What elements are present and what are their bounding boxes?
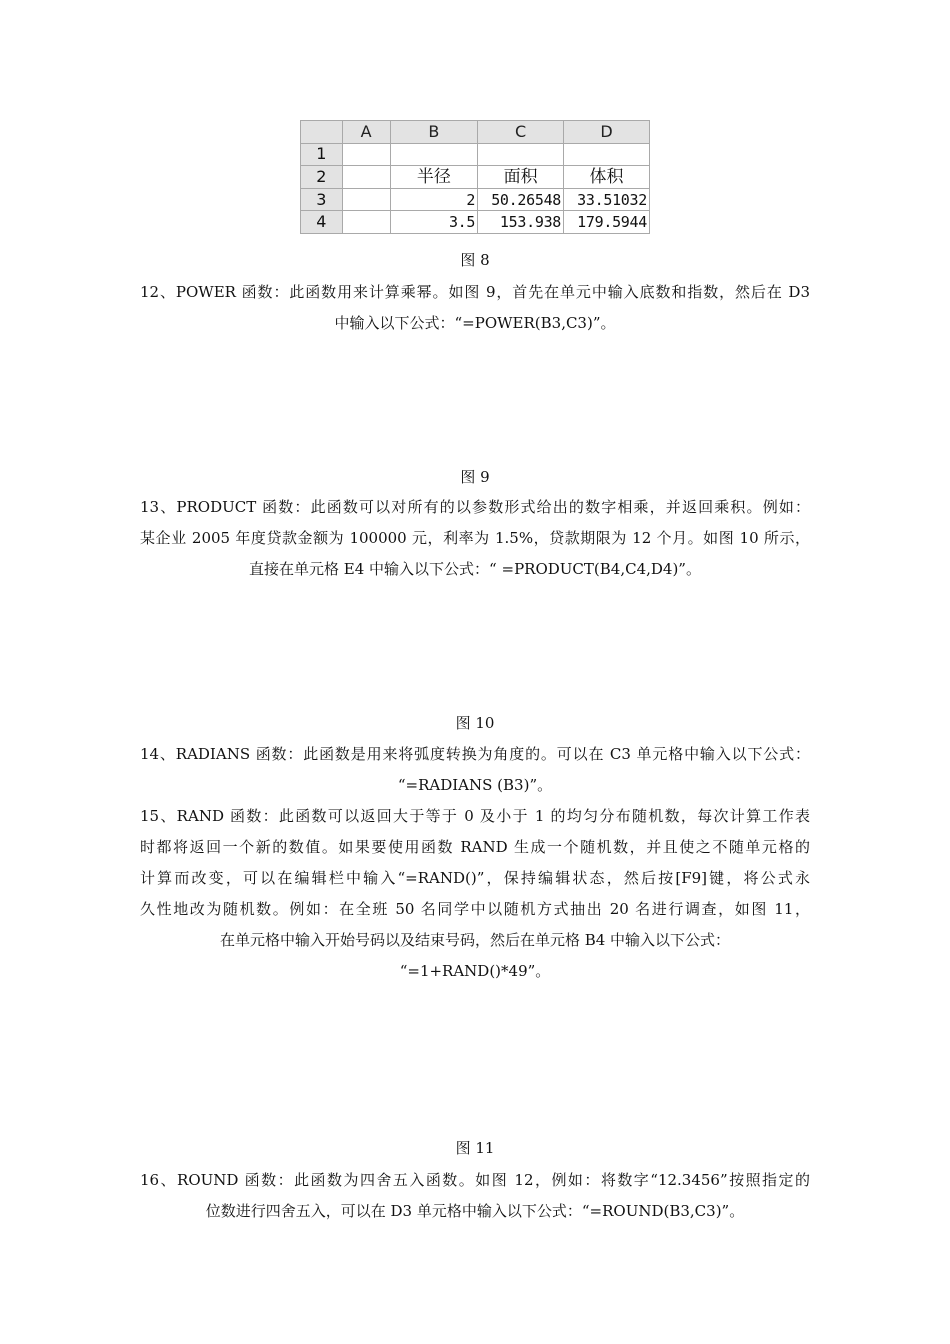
cell-c3: 50.26548 — [478, 188, 564, 211]
cell-d2: 体积 — [564, 166, 650, 189]
paragraph-rand-line-4: 久性地改为随机数。例如：在全班 50 名同学中以随机方式抽出 20 名进行调查，如图 11， — [140, 900, 810, 918]
cell-d4: 179.5944 — [564, 211, 650, 234]
cell-b1 — [390, 143, 478, 166]
cell-a4 — [342, 211, 390, 234]
cell-c4: 153.938 — [478, 211, 564, 234]
paragraph-product-line-3: 直接在单元格 E4 中输入以下公式：“ =PRODUCT(B4,C4,D4)”。 — [249, 560, 701, 578]
paragraph-power-line-1: 12、POWER 函数：此函数用来计算乘幂。如图 9，首先在单元中输入底数和指数，然后在 D3 — [140, 283, 810, 301]
table-row — [301, 211, 650, 234]
cell-a2 — [342, 166, 390, 189]
paragraph-power-line-2: 中输入以下公式：“=POWER(B3,C3)”。 — [334, 314, 616, 332]
cell-b2: 半径 — [390, 166, 478, 189]
cell-d3: 33.51032 — [564, 188, 650, 211]
figure-caption-9: 图 9 — [460, 468, 490, 486]
paragraph-radians-line-1: 14、RADIANS 函数：此函数是用来将弧度转换为角度的。可以在 C3 单元格中输入以下公式： — [140, 745, 810, 763]
row-header: 1 — [301, 143, 343, 166]
spreadsheet-figure-8 — [300, 120, 650, 234]
paragraph-round-line-2: 位数进行四舍五入，可以在 D3 单元格中输入以下公式：“=ROUND(B3,C3)”。 — [205, 1202, 745, 1220]
column-header-c: C — [478, 121, 564, 144]
row-header: 4 — [301, 211, 343, 234]
column-header-a: A — [342, 121, 390, 144]
column-header-b: B — [390, 121, 478, 144]
figure-caption-11: 图 11 — [455, 1139, 495, 1157]
table-row — [301, 143, 650, 166]
cell-c2: 面积 — [478, 166, 564, 189]
column-header-d: D — [564, 121, 650, 144]
corner-cell — [301, 121, 343, 144]
cell-a3 — [342, 188, 390, 211]
paragraph-rand-line-2: 时都将返回一个新的数值。如果要使用函数 RAND 生成一个随机数，并且使之不随单元格的 — [140, 838, 810, 856]
cell-b4: 3.5 — [390, 211, 478, 234]
paragraph-round-line-1: 16、ROUND 函数：此函数为四舍五入函数。如图 12，例如：将数字“12.3456”按照指定的 — [140, 1171, 810, 1189]
cell-b3: 2 — [390, 188, 478, 211]
paragraph-rand-line-1: 15、RAND 函数：此函数可以返回大于等于 0 及小于 1 的均匀分布随机数，每次计算工作表 — [140, 807, 810, 825]
row-header: 3 — [301, 188, 343, 211]
paragraph-rand-line-3: 计算而改变，可以在编辑栏中输入“=RAND()”，保持编辑状态，然后按[F9]键，将公式永 — [140, 869, 810, 887]
paragraph-rand-line-5: 在单元格中输入开始号码以及结束号码，然后在单元格 B4 中输入以下公式： — [219, 931, 731, 949]
row-header: 2 — [301, 166, 343, 189]
cell-c1 — [478, 143, 564, 166]
figure-caption-8: 图 8 — [460, 251, 490, 269]
cell-d1 — [564, 143, 650, 166]
cell-a1 — [342, 143, 390, 166]
paragraph-product-line-2: 某企业 2005 年度贷款金额为 100000 元，利率为 1.5%，贷款期限为 12 个月。如图 10 所示， — [140, 529, 810, 547]
paragraph-product-line-1: 13、PRODUCT 函数：此函数可以对所有的以参数形式给出的数字相乘，并返回乘积。例如： — [140, 498, 810, 516]
column-header-row — [301, 121, 650, 144]
table-row — [301, 166, 650, 189]
table-row — [301, 188, 650, 211]
figure-caption-10: 图 10 — [455, 714, 495, 732]
paragraph-rand-line-6: “=1+RAND()*49”。 — [399, 962, 551, 980]
paragraph-radians-line-2: “=RADIANS (B3)”。 — [397, 776, 553, 794]
